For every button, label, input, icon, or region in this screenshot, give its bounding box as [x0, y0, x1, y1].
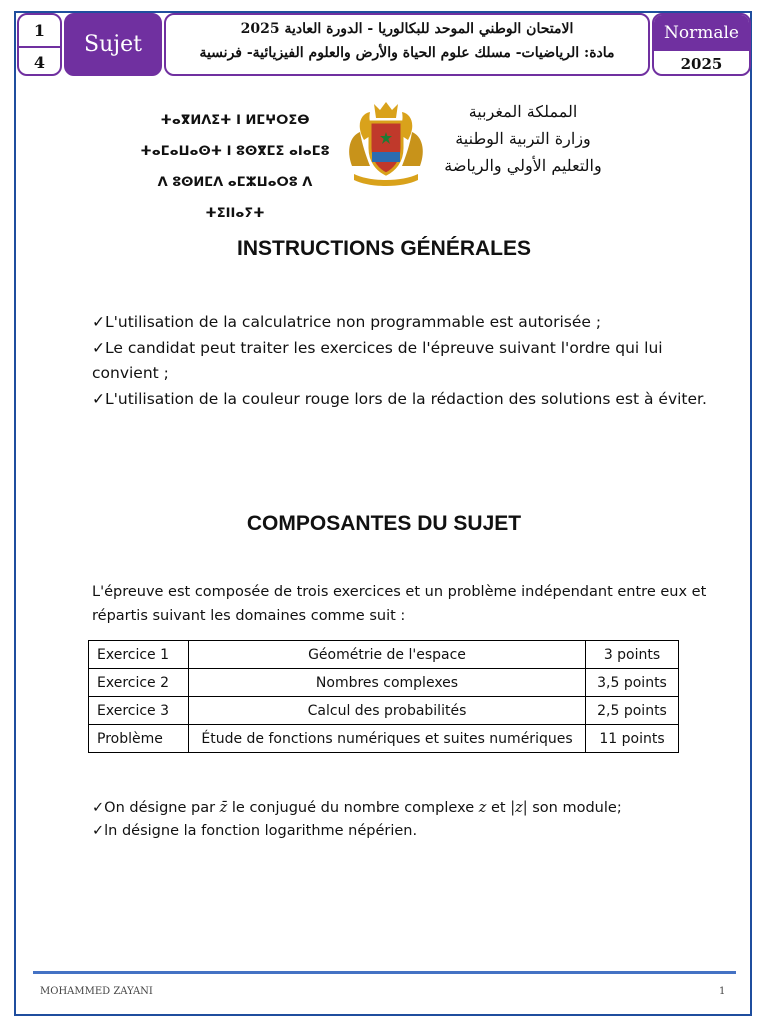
note1-text-b: le conjugué du nombre complexe	[227, 800, 479, 816]
page-total: 4	[33, 52, 46, 72]
exam-title-line1: الامتحان الوطني الموحد للبكالوريا - الدورة العادية 2025	[240, 21, 574, 37]
arabic-line: وزارة التربية الوطنية	[455, 129, 591, 148]
instructions-heading: INSTRUCTIONS GÉNÉRALES	[236, 237, 532, 260]
composantes-heading: COMPOSANTES DU SUJET	[246, 512, 522, 535]
note-conjugate	[92, 797, 732, 820]
instruction-item: ✓L'utilisation de la calculatrice non programmable est autorisée ;	[92, 313, 602, 331]
footer-author: MOHAMMED ZAYANI	[40, 986, 153, 997]
exercise-name: Exercice 3	[89, 697, 189, 725]
exercise-points: 3,5 points	[586, 669, 679, 697]
note-ln: ✓ln désigne la fonction logarithme népérien.	[92, 823, 418, 839]
notes	[92, 797, 732, 843]
note1-zbar: z̄	[219, 800, 228, 816]
arabic-line: المملكة المغربية	[468, 102, 578, 121]
exercise-points: 2,5 points	[586, 697, 679, 725]
note1-text-a: ✓On désigne par	[92, 800, 220, 816]
footer-page-number: 1	[719, 986, 726, 997]
exercise-domain: Calcul des probabilités	[189, 697, 586, 725]
composantes-table	[88, 640, 679, 753]
tifinagh-line: ⵜⴰⴳⵍⴷⵉⵜ ⵏ ⵍⵎⵖⵔⵉⴱ	[160, 113, 310, 128]
tifinagh-institution	[130, 105, 340, 229]
exam-title-line2: مادة: الرياضيات- مسلك علوم الحياة والأرض والعلوم الفيزيائية- فرنسية	[199, 45, 615, 61]
tifinagh-line: ⴷ ⵓⵙⵍⵎⴷ ⴰⵎⵣⵡⴰⵔⵓ ⴷ ⵜⵉⵏⵏⴰⵢⵜ	[157, 175, 313, 221]
table-row	[89, 641, 679, 669]
exercise-name: Problème	[89, 725, 189, 753]
exercise-domain: Nombres complexes	[189, 669, 586, 697]
instruction-item: ✓Le candidat peut traiter les exercices de l'épreuve suivant l'ordre qui lui convient ;	[92, 338, 663, 382]
footer-rule	[33, 971, 736, 974]
exercise-name: Exercice 2	[89, 669, 189, 697]
table-row	[89, 697, 679, 725]
instruction-item: ✓L'utilisation de la couleur rouge lors de la rédaction des solutions est à éviter.	[92, 389, 707, 408]
session-label: Normale	[654, 15, 749, 51]
session-year: 2025	[680, 54, 723, 73]
composantes-intro: L'épreuve est composée de trois exercices et un problème indépendant entre eux et répartis suivant les domaines comme suit :	[92, 584, 707, 624]
sujet-label: Sujet	[64, 13, 162, 76]
table-row	[89, 669, 679, 697]
page-current: 1	[33, 21, 46, 40]
arabic-institution	[432, 98, 614, 179]
exercise-points: 3 points	[586, 641, 679, 669]
exercise-points: 11 points	[586, 725, 679, 753]
coat-of-arms-icon	[340, 96, 432, 188]
page-counter	[17, 13, 62, 76]
note1-text-c: et	[486, 800, 511, 816]
note1-text-d: son module;	[527, 800, 622, 816]
exercise-name: Exercice 1	[89, 641, 189, 669]
exercise-domain: Étude de fonctions numériques et suites numériques	[189, 725, 586, 753]
tifinagh-line: ⵜⴰⵎⴰⵡⴰⵙⵜ ⵏ ⵓⵙⴳⵎⵉ ⴰⵏⴰⵎⵓ	[140, 144, 330, 159]
note1-modulus: |z|	[510, 800, 528, 816]
exam-title	[164, 13, 650, 76]
instructions-list	[92, 310, 717, 412]
exercise-domain: Géométrie de l'espace	[189, 641, 586, 669]
arabic-line: والتعليم الأولي والرياضة	[444, 156, 602, 175]
note1-z: z	[478, 800, 487, 816]
table-row	[89, 725, 679, 753]
session-box	[652, 13, 751, 76]
